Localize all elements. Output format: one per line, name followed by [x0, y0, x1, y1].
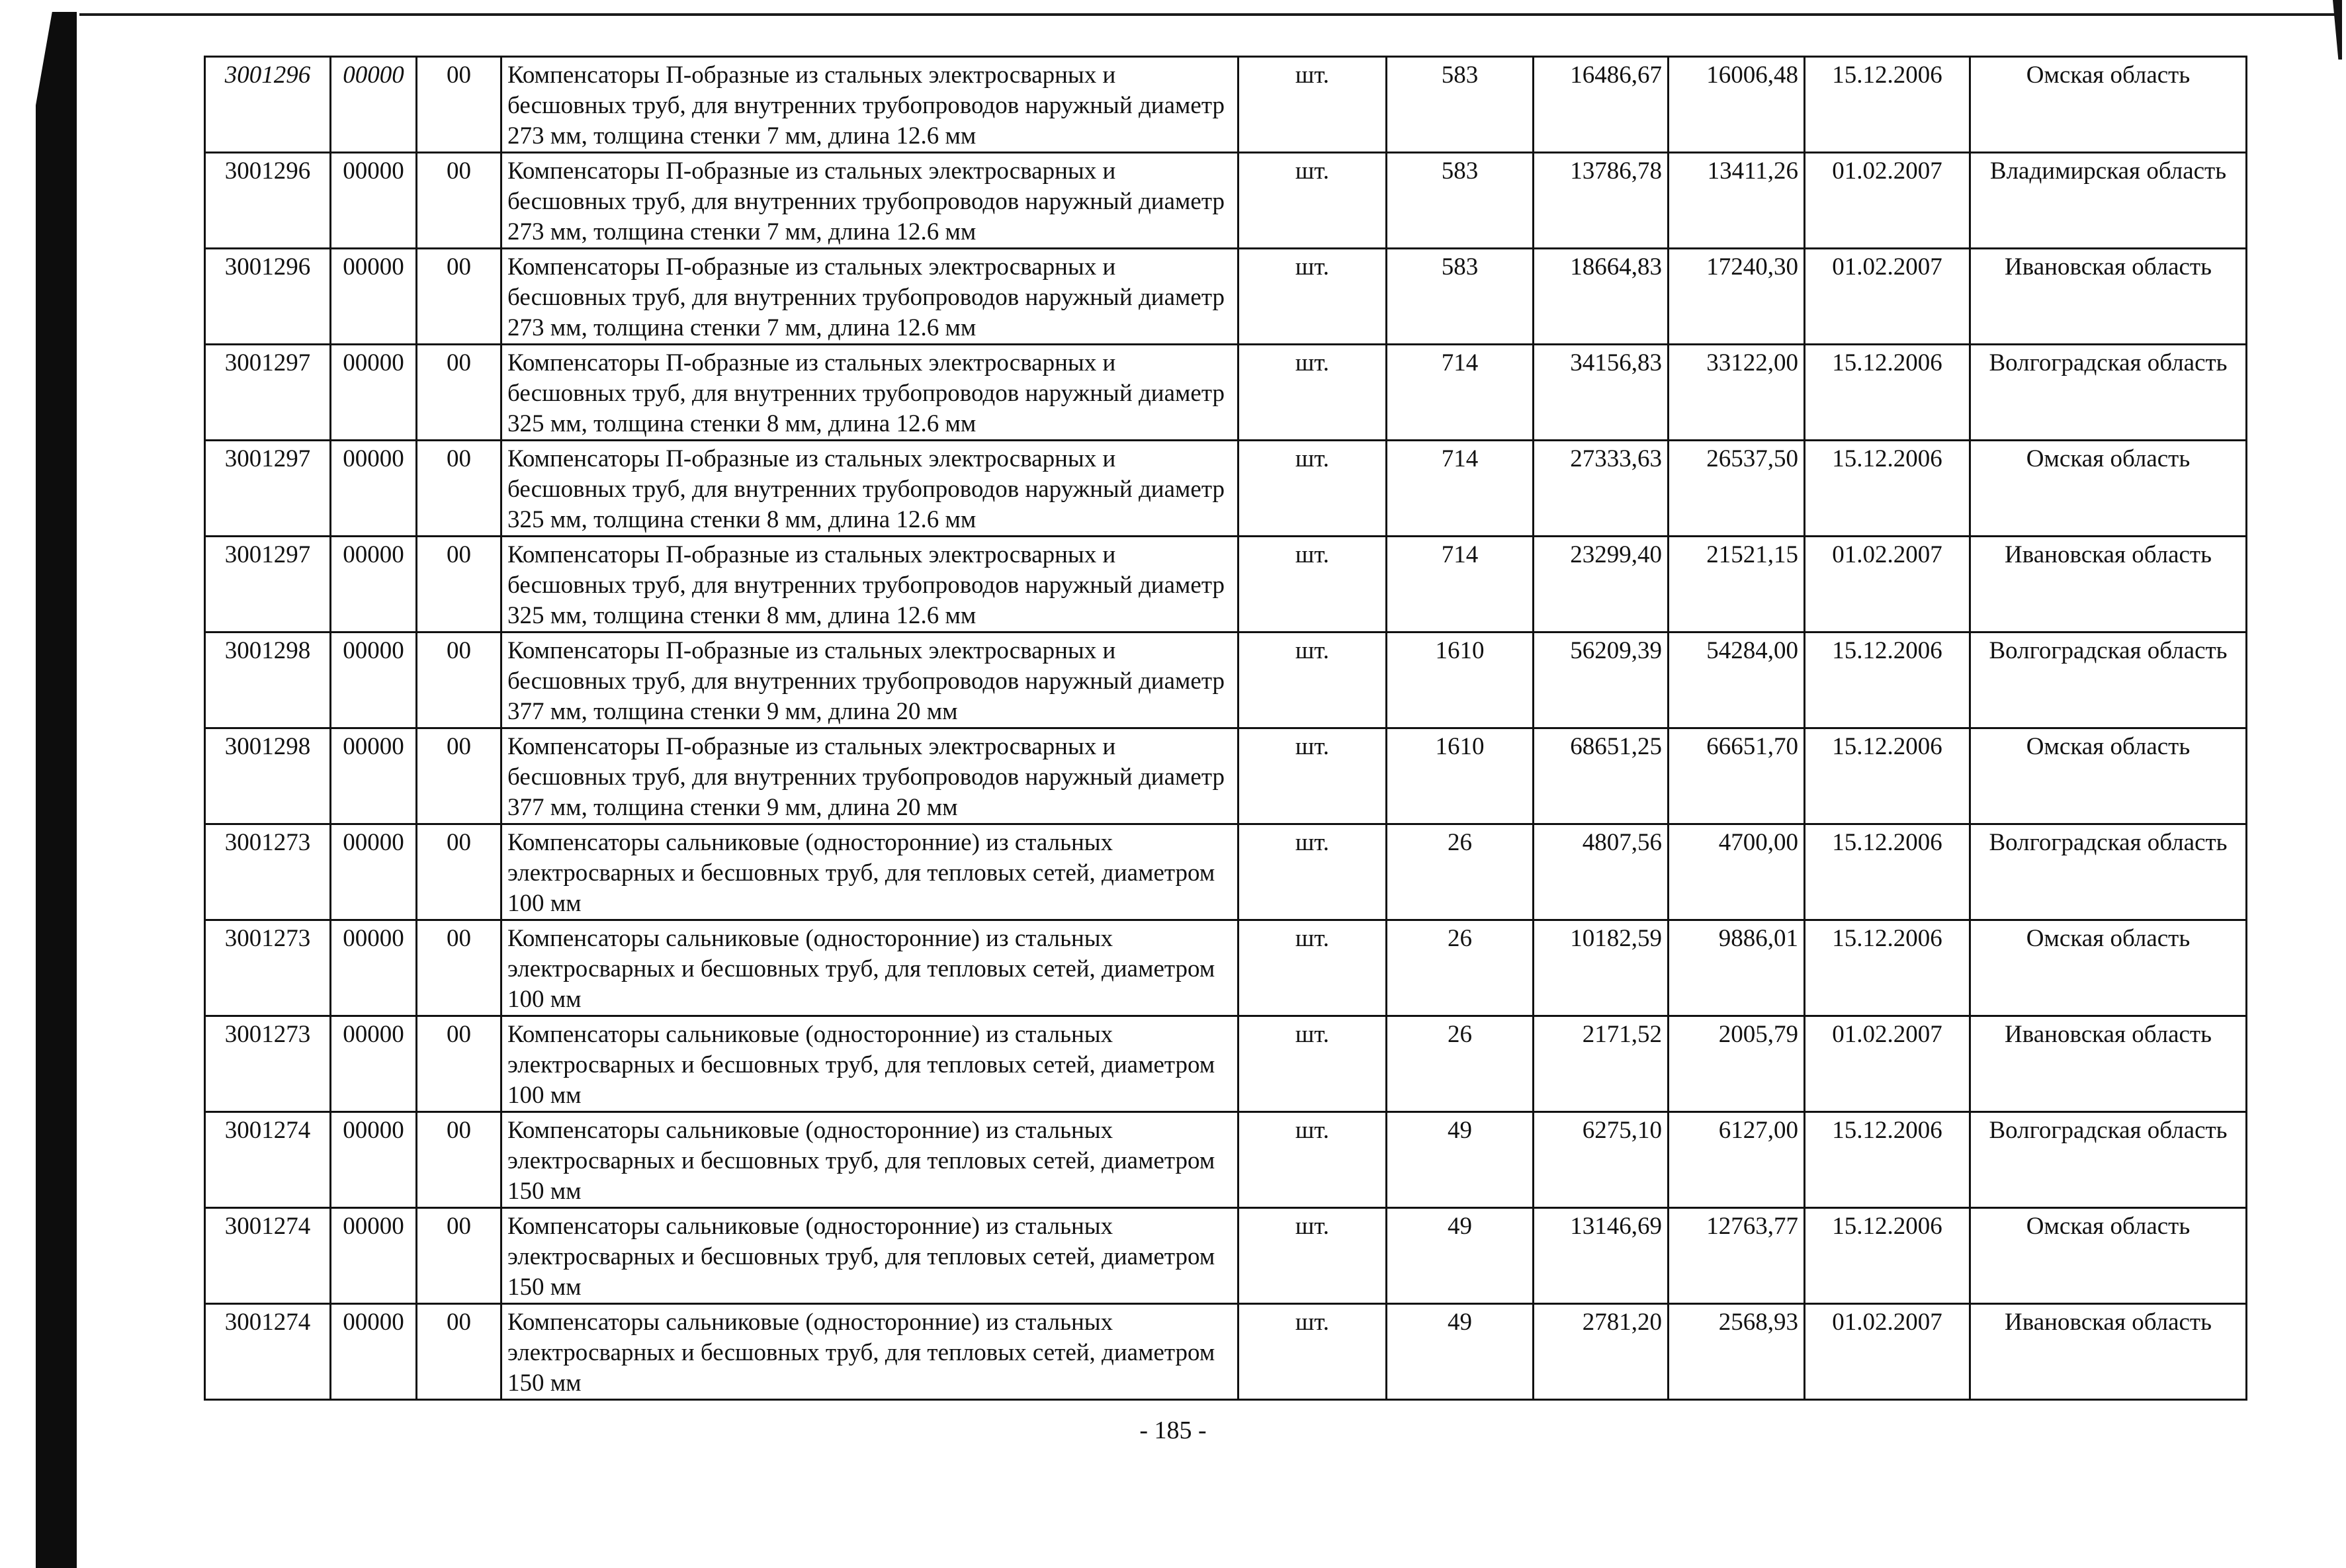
unit-cell: шт.	[1238, 1304, 1387, 1400]
date-cell: 15.12.2006	[1805, 345, 1970, 441]
price-cell: 16006,48	[1669, 57, 1805, 153]
price-with-vat-cell: 56209,39	[1534, 632, 1669, 728]
item-version-cell: 00	[417, 537, 501, 632]
item-subcode-cell: 00000	[331, 728, 417, 824]
table-row	[205, 920, 2247, 1016]
date-cell: 15.12.2006	[1805, 57, 1970, 153]
item-code-cell: 3001274	[205, 1208, 331, 1304]
item-subcode-cell: 00000	[331, 1304, 417, 1400]
region-cell: Омская область	[1970, 1208, 2247, 1304]
date-cell: 15.12.2006	[1805, 1112, 1970, 1208]
item-subcode-cell: 00000	[331, 441, 417, 537]
price-with-vat-cell: 34156,83	[1534, 345, 1669, 441]
region-cell: Омская область	[1970, 920, 2247, 1016]
scan-right-edge	[2333, 0, 2342, 60]
item-version-cell: 00	[417, 1304, 501, 1400]
unit-cell: шт.	[1238, 824, 1387, 920]
price-cell: 2005,79	[1669, 1016, 1805, 1112]
item-version-cell: 00	[417, 441, 501, 537]
item-description-cell: Компенсаторы сальниковые (односторонние) из стальных электросварных и бесшовных труб, для тепловых сетей, диаметром 100 мм	[501, 1016, 1238, 1112]
region-cell: Ивановская область	[1970, 1304, 2247, 1400]
item-subcode-cell: 00000	[331, 1016, 417, 1112]
item-description-cell: Компенсаторы сальниковые (односторонние) из стальных электросварных и бесшовных труб, для тепловых сетей, диаметром 100 мм	[501, 920, 1238, 1016]
unit-cell: шт.	[1238, 153, 1387, 249]
price-cell: 54284,00	[1669, 632, 1805, 728]
unit-cell: шт.	[1238, 345, 1387, 441]
price-cell: 33122,00	[1669, 345, 1805, 441]
unit-cell: шт.	[1238, 1112, 1387, 1208]
item-subcode-cell: 00000	[331, 57, 417, 153]
table-row	[205, 824, 2247, 920]
item-subcode-cell: 00000	[331, 249, 417, 345]
region-cell: Волгоградская область	[1970, 345, 2247, 441]
price-with-vat-cell: 2781,20	[1534, 1304, 1669, 1400]
item-description-cell: Компенсаторы сальниковые (односторонние) из стальных электросварных и бесшовных труб, для тепловых сетей, диаметром 150 мм	[501, 1304, 1238, 1400]
date-cell: 15.12.2006	[1805, 920, 1970, 1016]
unit-cell: шт.	[1238, 249, 1387, 345]
quantity-cell: 1610	[1387, 728, 1534, 824]
table-row	[205, 728, 2247, 824]
table-row	[205, 632, 2247, 728]
price-with-vat-cell: 6275,10	[1534, 1112, 1669, 1208]
unit-cell: шт.	[1238, 537, 1387, 632]
item-version-cell: 00	[417, 920, 501, 1016]
item-version-cell: 00	[417, 345, 501, 441]
price-cell: 4700,00	[1669, 824, 1805, 920]
quantity-cell: 49	[1387, 1304, 1534, 1400]
unit-cell: шт.	[1238, 57, 1387, 153]
item-version-cell: 00	[417, 57, 501, 153]
item-code-cell: 3001297	[205, 537, 331, 632]
table-row	[205, 1304, 2247, 1400]
price-with-vat-cell: 16486,67	[1534, 57, 1669, 153]
scan-binding-edge	[36, 12, 77, 1568]
item-version-cell: 00	[417, 249, 501, 345]
date-cell: 01.02.2007	[1805, 1016, 1970, 1112]
quantity-cell: 1610	[1387, 632, 1534, 728]
item-description-cell: Компенсаторы П-образные из стальных электросварных и бесшовных труб, для внутренних трубопроводов наружный диаметр 325 мм, толщина стенки 8 мм, длина 12.6 мм	[501, 537, 1238, 632]
quantity-cell: 583	[1387, 249, 1534, 345]
item-code-cell: 3001273	[205, 824, 331, 920]
table-row	[205, 57, 2247, 153]
region-cell: Ивановская область	[1970, 249, 2247, 345]
quantity-cell: 49	[1387, 1112, 1534, 1208]
item-subcode-cell: 00000	[331, 1112, 417, 1208]
item-version-cell: 00	[417, 824, 501, 920]
item-version-cell: 00	[417, 153, 501, 249]
item-description-cell: Компенсаторы сальниковые (односторонние) из стальных электросварных и бесшовных труб, для тепловых сетей, диаметром 150 мм	[501, 1208, 1238, 1304]
unit-cell: шт.	[1238, 920, 1387, 1016]
item-code-cell: 3001274	[205, 1112, 331, 1208]
table-row	[205, 345, 2247, 441]
item-version-cell: 00	[417, 1208, 501, 1304]
price-table	[204, 56, 2247, 1401]
region-cell: Волгоградская область	[1970, 1112, 2247, 1208]
quantity-cell: 583	[1387, 57, 1534, 153]
region-cell: Омская область	[1970, 728, 2247, 824]
item-version-cell: 00	[417, 728, 501, 824]
table-row	[205, 153, 2247, 249]
price-cell: 2568,93	[1669, 1304, 1805, 1400]
item-description-cell: Компенсаторы П-образные из стальных электросварных и бесшовных труб, для внутренних трубопроводов наружный диаметр 325 мм, толщина стенки 8 мм, длина 12.6 мм	[501, 441, 1238, 537]
region-cell: Омская область	[1970, 441, 2247, 537]
date-cell: 01.02.2007	[1805, 249, 1970, 345]
price-with-vat-cell: 2171,52	[1534, 1016, 1669, 1112]
item-subcode-cell: 00000	[331, 632, 417, 728]
price-with-vat-cell: 13786,78	[1534, 153, 1669, 249]
item-description-cell: Компенсаторы сальниковые (односторонние) из стальных электросварных и бесшовных труб, для тепловых сетей, диаметром 100 мм	[501, 824, 1238, 920]
price-with-vat-cell: 68651,25	[1534, 728, 1669, 824]
item-subcode-cell: 00000	[331, 920, 417, 1016]
item-code-cell: 3001274	[205, 1304, 331, 1400]
date-cell: 15.12.2006	[1805, 824, 1970, 920]
unit-cell: шт.	[1238, 1016, 1387, 1112]
table-row	[205, 249, 2247, 345]
item-subcode-cell: 00000	[331, 537, 417, 632]
table-row	[205, 537, 2247, 632]
item-code-cell: 3001298	[205, 728, 331, 824]
price-cell: 12763,77	[1669, 1208, 1805, 1304]
quantity-cell: 583	[1387, 153, 1534, 249]
price-cell: 26537,50	[1669, 441, 1805, 537]
region-cell: Владимирская область	[1970, 153, 2247, 249]
date-cell: 15.12.2006	[1805, 632, 1970, 728]
region-cell: Омская область	[1970, 57, 2247, 153]
item-subcode-cell: 00000	[331, 824, 417, 920]
date-cell: 01.02.2007	[1805, 153, 1970, 249]
quantity-cell: 49	[1387, 1208, 1534, 1304]
item-description-cell: Компенсаторы П-образные из стальных электросварных и бесшовных труб, для внутренних трубопроводов наружный диаметр 325 мм, толщина стенки 8 мм, длина 12.6 мм	[501, 345, 1238, 441]
price-with-vat-cell: 27333,63	[1534, 441, 1669, 537]
price-table-body	[205, 57, 2247, 1400]
quantity-cell: 714	[1387, 441, 1534, 537]
scan-top-edge	[79, 13, 2342, 16]
item-description-cell: Компенсаторы П-образные из стальных электросварных и бесшовных труб, для внутренних трубопроводов наружный диаметр 273 мм, толщина стенки 7 мм, длина 12.6 мм	[501, 249, 1238, 345]
item-code-cell: 3001273	[205, 920, 331, 1016]
quantity-cell: 714	[1387, 537, 1534, 632]
price-cell: 9886,01	[1669, 920, 1805, 1016]
table-row	[205, 1112, 2247, 1208]
table-row	[205, 1016, 2247, 1112]
price-with-vat-cell: 18664,83	[1534, 249, 1669, 345]
region-cell: Ивановская область	[1970, 1016, 2247, 1112]
item-code-cell: 3001296	[205, 249, 331, 345]
price-cell: 17240,30	[1669, 249, 1805, 345]
date-cell: 15.12.2006	[1805, 728, 1970, 824]
price-cell: 66651,70	[1669, 728, 1805, 824]
price-with-vat-cell: 13146,69	[1534, 1208, 1669, 1304]
item-subcode-cell: 00000	[331, 1208, 417, 1304]
item-subcode-cell: 00000	[331, 153, 417, 249]
date-cell: 01.02.2007	[1805, 537, 1970, 632]
quantity-cell: 26	[1387, 920, 1534, 1016]
item-code-cell: 3001273	[205, 1016, 331, 1112]
item-description-cell: Компенсаторы сальниковые (односторонние) из стальных электросварных и бесшовных труб, для тепловых сетей, диаметром 150 мм	[501, 1112, 1238, 1208]
region-cell: Волгоградская область	[1970, 824, 2247, 920]
unit-cell: шт.	[1238, 441, 1387, 537]
price-cell: 6127,00	[1669, 1112, 1805, 1208]
table-row	[205, 1208, 2247, 1304]
item-code-cell: 3001297	[205, 345, 331, 441]
item-code-cell: 3001296	[205, 153, 331, 249]
item-version-cell: 00	[417, 632, 501, 728]
date-cell: 15.12.2006	[1805, 1208, 1970, 1304]
price-cell: 21521,15	[1669, 537, 1805, 632]
quantity-cell: 714	[1387, 345, 1534, 441]
quantity-cell: 26	[1387, 1016, 1534, 1112]
table-row	[205, 441, 2247, 537]
region-cell: Ивановская область	[1970, 537, 2247, 632]
item-description-cell: Компенсаторы П-образные из стальных электросварных и бесшовных труб, для внутренних трубопроводов наружный диаметр 377 мм, толщина стенки 9 мм, длина 20 мм	[501, 728, 1238, 824]
item-description-cell: Компенсаторы П-образные из стальных электросварных и бесшовных труб, для внутренних трубопроводов наружный диаметр 377 мм, толщина стенки 9 мм, длина 20 мм	[501, 632, 1238, 728]
item-description-cell: Компенсаторы П-образные из стальных электросварных и бесшовных труб, для внутренних трубопроводов наружный диаметр 273 мм, толщина стенки 7 мм, длина 12.6 мм	[501, 57, 1238, 153]
price-with-vat-cell: 10182,59	[1534, 920, 1669, 1016]
date-cell: 15.12.2006	[1805, 441, 1970, 537]
unit-cell: шт.	[1238, 632, 1387, 728]
item-code-cell: 3001297	[205, 441, 331, 537]
page-number: - 185 -	[1139, 1416, 1207, 1444]
item-version-cell: 00	[417, 1112, 501, 1208]
price-with-vat-cell: 23299,40	[1534, 537, 1669, 632]
item-code-cell: 3001298	[205, 632, 331, 728]
item-code-cell: 3001296	[205, 57, 331, 153]
item-subcode-cell: 00000	[331, 345, 417, 441]
price-cell: 13411,26	[1669, 153, 1805, 249]
unit-cell: шт.	[1238, 1208, 1387, 1304]
unit-cell: шт.	[1238, 728, 1387, 824]
item-version-cell: 00	[417, 1016, 501, 1112]
quantity-cell: 26	[1387, 824, 1534, 920]
date-cell: 01.02.2007	[1805, 1304, 1970, 1400]
item-description-cell: Компенсаторы П-образные из стальных электросварных и бесшовных труб, для внутренних трубопроводов наружный диаметр 273 мм, толщина стенки 7 мм, длина 12.6 мм	[501, 153, 1238, 249]
price-with-vat-cell: 4807,56	[1534, 824, 1669, 920]
region-cell: Волгоградская область	[1970, 632, 2247, 728]
